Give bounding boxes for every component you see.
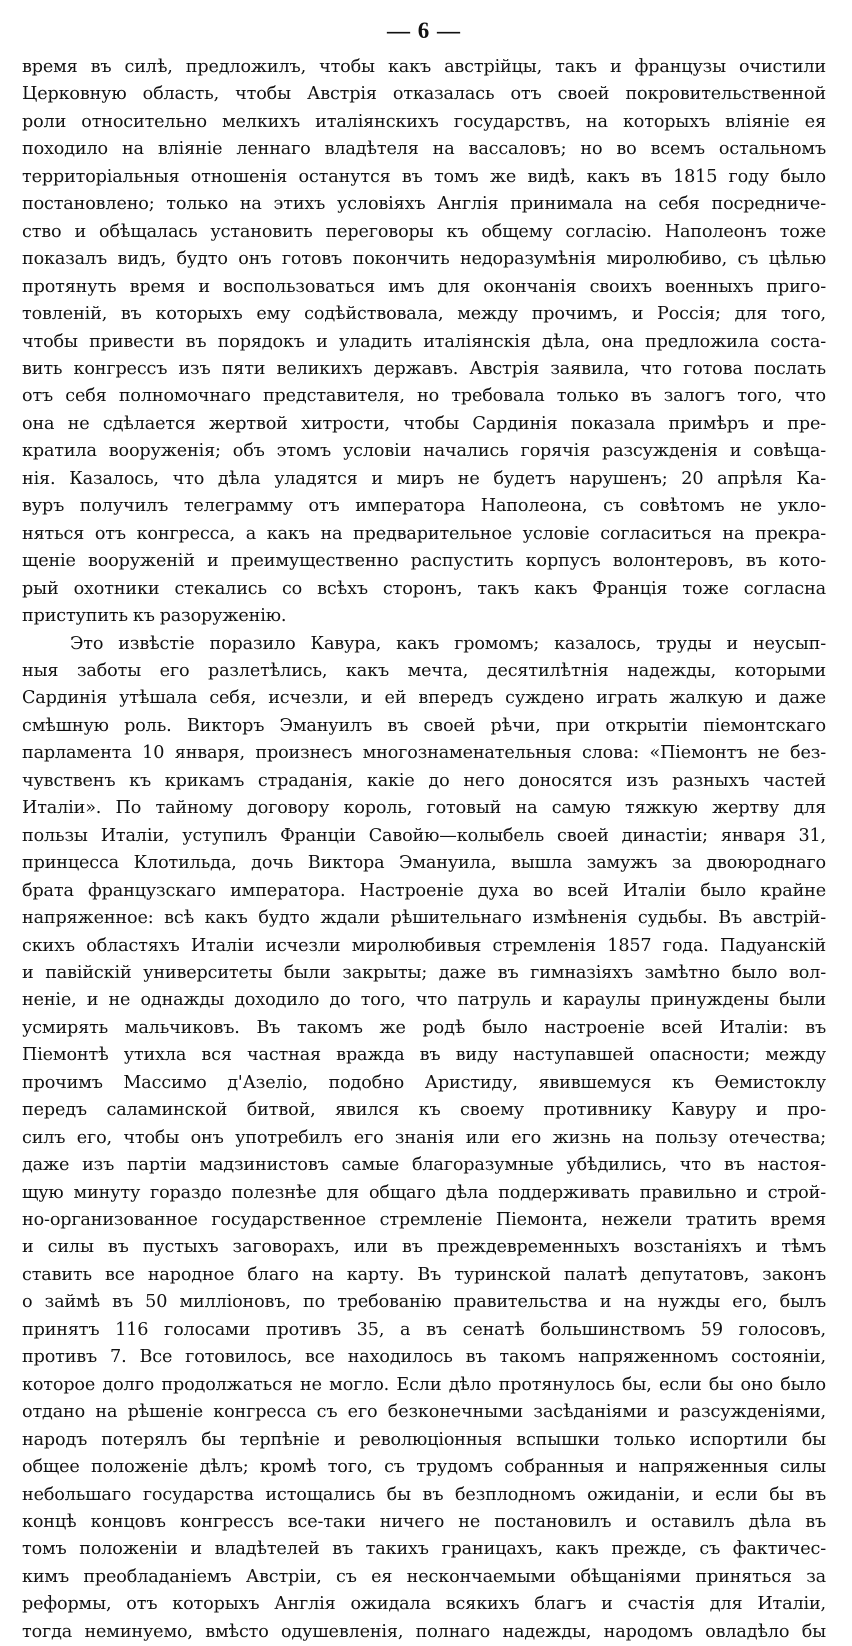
text-line: щую минуту гораздо полезнѣе для общаго дѣла поддерживать правильно и строй- xyxy=(22,1182,826,1203)
text-line: нія. Казалось, что дѣла уладятся и миръ не будетъ нарушенъ; 20 апрѣля Ка- xyxy=(22,468,826,489)
text-line: силъ его, чтобы онъ употребилъ его знанія или его жизнь на пользу отечества; xyxy=(22,1127,826,1148)
text-line: даже изъ партіи мадзинистовъ самые благоразумные убѣдились, что въ настоя- xyxy=(22,1155,826,1176)
text-line: показалъ видъ, будто онъ готовъ покончить недоразумѣнія миролюбиво, съ цѣлью xyxy=(22,249,826,270)
text-line: отдано на рѣшеніе конгресса съ его безконечными засѣданіями и разсужденіями, xyxy=(22,1402,826,1423)
text-line: принятъ 116 голосами противъ 35, а въ сенатѣ большинствомъ 59 голосовъ, xyxy=(22,1319,826,1340)
text-line: Церковную область, чтобы Австрія отказалась отъ своей покровительственной xyxy=(22,84,826,105)
text-line: томъ положеніи и владѣтелей въ такихъ границахъ, какъ прежде, съ фактичес- xyxy=(22,1539,826,1560)
text-line: но-организованное государственное стремленіе Піемонта, нежели тратить время xyxy=(22,1210,826,1231)
text-line: общее положеніе дѣлъ; кромѣ того, съ трудомъ собранныя и напряженныя силы xyxy=(22,1457,826,1478)
text-line: ныя заботы его разлетѣлись, какъ мечта, десятилѣтнія надежды, которыми xyxy=(22,660,826,681)
text-line: народъ потерялъ бы терпѣніе и революціонныя вспышки только испортили бы xyxy=(22,1429,826,1450)
text-line: она не сдѣлается жертвой хитрости, чтобы Сардинія показала примѣръ и пре- xyxy=(22,413,826,434)
text-line: и павійскій университеты были закрыты; даже въ гимназіяхъ замѣтно было вол- xyxy=(22,962,826,983)
text-line: усмирять мальчиковъ. Въ такомъ же родѣ было настроеніе всей Италіи: въ xyxy=(22,1017,826,1038)
page-number: — 6 — xyxy=(387,18,461,43)
text-line: передъ саламинской битвой, явился къ своему противнику Кавуру и про- xyxy=(22,1100,826,1121)
text-line: няться отъ конгресса, а какъ на предварительное условіе согласиться на прекра- xyxy=(22,523,826,544)
text-line: товленій, въ которыхъ ему содѣйствовала, между прочимъ, и Россія; для того, xyxy=(22,304,826,325)
text-line: Италіи». По тайному договору король, готовый на самую тяжкую жертву для xyxy=(22,798,826,819)
text-line: чувственъ къ крикамъ страданія, какіе до него доносятся изъ разныхъ частей xyxy=(22,770,826,791)
text-line: пользы Италіи, уступилъ Франціи Савойю—колыбель своей династіи; января 31, xyxy=(22,825,826,846)
text-line: ство и обѣщалась установить переговоры къ общему согласію. Наполеонъ тоже xyxy=(22,221,826,242)
text-line: скихъ областяхъ Италіи исчезли миролюбивыя стремленія 1857 года. Падуанскій xyxy=(22,935,826,956)
text-line: тогда неминуемо, вмѣсто одушевленія, полнаго надежды, народомъ овладѣло бы xyxy=(22,1621,826,1642)
text-line: кимъ преобладаніемъ Австріи, съ ея нескончаемыми обѣщаніями приняться за xyxy=(22,1566,826,1587)
text-line: территоріальныя отношенія останутся въ томъ же видѣ, какъ въ 1815 году было xyxy=(22,166,826,187)
text-line: роли относительно мелкихъ италіянскихъ государствъ, на которыхъ вліяніе ея xyxy=(22,111,826,132)
text-line: брата французскаго императора. Настроеніе духа во всей Италіи было крайне xyxy=(22,880,826,901)
text-line: Это извѣстіе поразило Кавура, какъ громомъ; казалось, труды и неусып- xyxy=(70,633,826,654)
text-line: приступить къ разоруженію. xyxy=(22,606,287,627)
text-line: принцесса Клотильда, дочь Виктора Эмануила, вышла замужъ за двоюроднаго xyxy=(22,853,826,874)
text-line: парламента 10 января, произнесъ многознаменательныя слова: «Піемонтъ не без- xyxy=(22,743,826,764)
text-line: смѣшную роль. Викторъ Эмануилъ въ своей рѣчи, при открытіи піемонтскаго xyxy=(22,715,826,736)
text-line: Піемонтѣ утихла вся частная вражда въ виду наступавшей опасности; между xyxy=(22,1045,826,1066)
text-line: концѣ концовъ конгрессъ все-таки ничего не постановилъ и оставилъ дѣла въ xyxy=(22,1512,826,1533)
paragraph xyxy=(22,631,826,1646)
text-line: прочимъ Массимо д'Азеліо, подобно Аристиду, явившемуся къ Ѳемистоклу xyxy=(22,1072,826,1093)
text-line: постановлено; только на этихъ условіяхъ Англія принимала на себя посредниче- xyxy=(22,194,826,215)
text-line: противъ 7. Все готовилось, все находилось въ такомъ напряженномъ состояніи, xyxy=(22,1347,826,1368)
text-line: протянуть время и воспользоваться имъ для окончанія своихъ военныхъ приго- xyxy=(22,276,826,297)
text-line: небольшаго государства истощались бы въ безплодномъ ожиданіи, и если бы въ xyxy=(22,1484,826,1505)
text-line: походило на вліяніе леннаго владѣтеля на вассаловъ; но во всемъ остальномъ xyxy=(22,139,826,160)
text-line: щеніе вооруженій и преимущественно распустить корпусъ волонтеровъ, въ кото- xyxy=(22,551,826,572)
text-line: время въ силѣ, предложилъ, чтобы какъ австрійцы, такъ и французы очистили xyxy=(22,57,826,77)
text-body xyxy=(22,54,826,1646)
text-line: напряженное: всѣ какъ будто ждали рѣшительнаго измѣненія судьбы. Въ австрій- xyxy=(22,908,826,929)
text-line: отъ себя полномочнаго представителя, но требовала только въ залогъ того, что xyxy=(22,386,826,407)
text-line: Сардинія утѣшала себя, исчезли, и ей впередъ суждено играть жалкую и даже xyxy=(22,688,826,709)
text-line: кратила вооруженія; объ этомъ условіи начались горячія разсужденія и совѣща- xyxy=(22,441,826,462)
text-line: о займѣ въ 50 милліоновъ, по требованію правительства и на нужды его, былъ xyxy=(22,1292,826,1313)
text-line: вуръ получилъ телеграмму отъ императора Наполеона, съ совѣтомъ не уклo- xyxy=(22,496,826,517)
text-line: которое долго продолжаться не могло. Если дѣло протянулось бы, если бы оно было xyxy=(22,1374,826,1395)
text-line: и силы въ пустыхъ заговорахъ, или въ преждевременныхъ возстаніяхъ и тѣмъ xyxy=(22,1237,826,1258)
text-line: вить конгрессъ изъ пяти великихъ державъ. Австрія заявила, что готова послать xyxy=(22,358,826,379)
text-line: неніе, и не однажды доходило до того, что патруль и караулы принуждены были xyxy=(22,990,826,1011)
paragraph xyxy=(22,54,826,631)
text-line: реформы, отъ которыхъ Англія ожидала всякихъ благъ и счастія для Италіи, xyxy=(22,1594,826,1615)
text-line: ставить все народное благо на карту. Въ туринской палатѣ депутатовъ, законъ xyxy=(22,1264,826,1285)
text-line: чтобы привести въ порядокъ и уладить италіянскія дѣла, она предложила соста- xyxy=(22,331,826,352)
text-line: рый охотники стекались со всѣхъ сторонъ, такъ какъ Франція тоже согласна xyxy=(22,578,826,599)
